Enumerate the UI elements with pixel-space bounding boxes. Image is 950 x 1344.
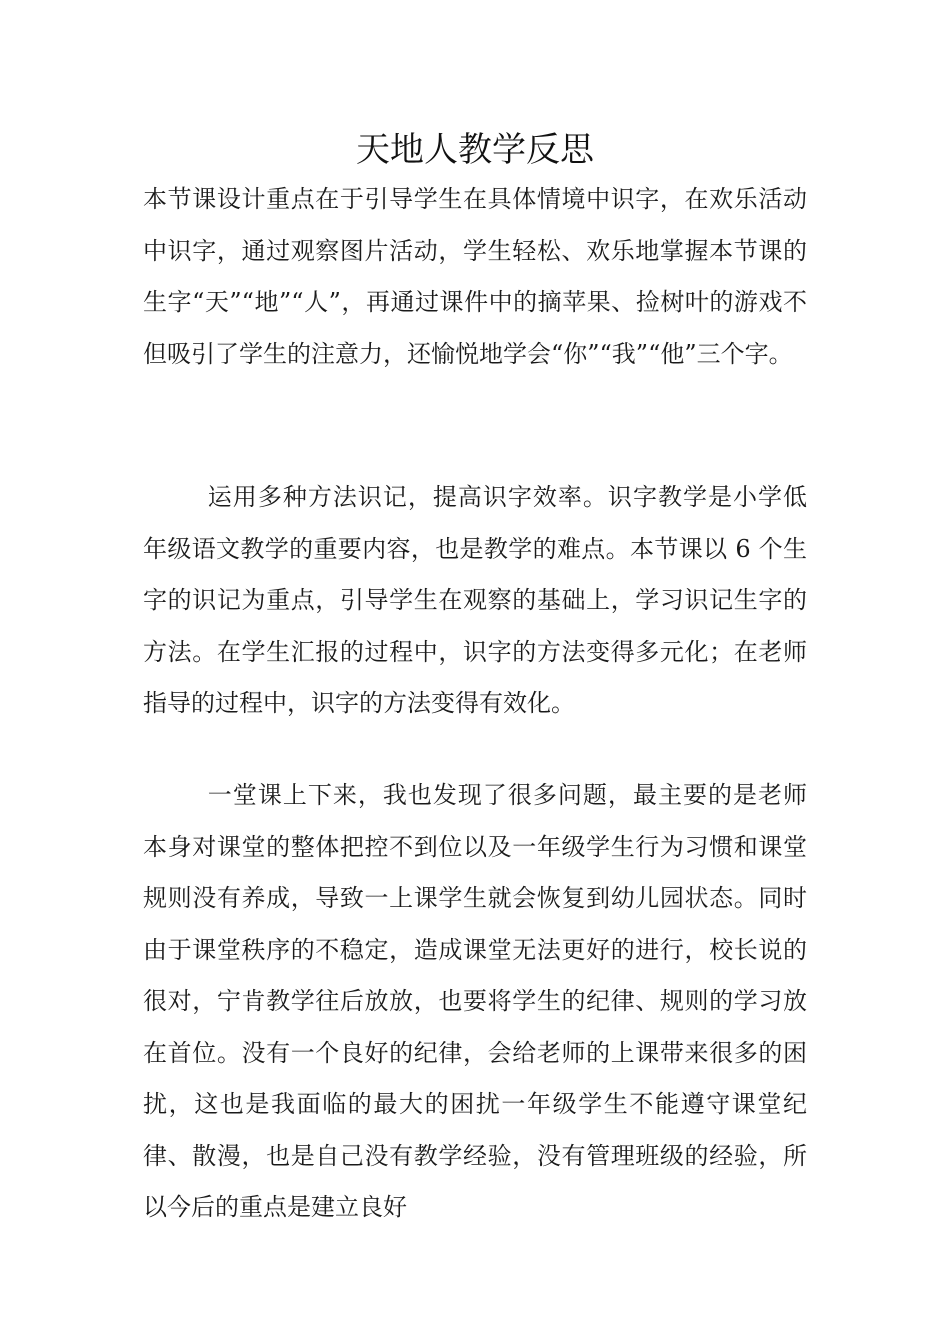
paragraph-1: 本节课设计重点在于引导学生在具体情境中识字，在欢乐活动中识字，通过观察图片活动，学生轻松、欢乐地掌握本节课的生字“天”“地”“人”，再通过课件中的摘苹果、捡树叶的游戏不但吸引了学生的注意力，还愉悦地学会“你”“我”“他”三个字。 [143,185,807,368]
paragraph-2: 运用多种方法识记，提高识字效率。识字教学是小学低年级语文教学的重要内容，也是教学的难点。本节课以 6 个生字的识记为重点，引导学生在观察的基础上，学习识记生字的方法。在学生汇报的过程中，识字的方法变得多元化；在老师指导的过程中，识字的方法变得有效化。 [143,483,807,717]
document-title: 天地人教学反思 [356,130,594,170]
paragraph-3: 一堂课上下来，我也发现了很多问题，最主要的是老师本身对课堂的整体把控不到位以及一年级学生行为习惯和课堂规则没有养成，导致一上课学生就会恢复到幼儿园状态。同时由于课堂秩序的不稳定，造成课堂无法更好的进行，校长说的很对，宁肯教学往后放放，也要将学生的纪律、规则的学习放在首位。没有一个良好的纪律，会给老师的上课带来很多的困扰，这也是我面临的最大的困扰一年级学生不能遵守课堂纪律、散漫，也是自己没有教学经验，没有管理班级的经验，所以今后的重点是建立良好 [143,781,807,1221]
